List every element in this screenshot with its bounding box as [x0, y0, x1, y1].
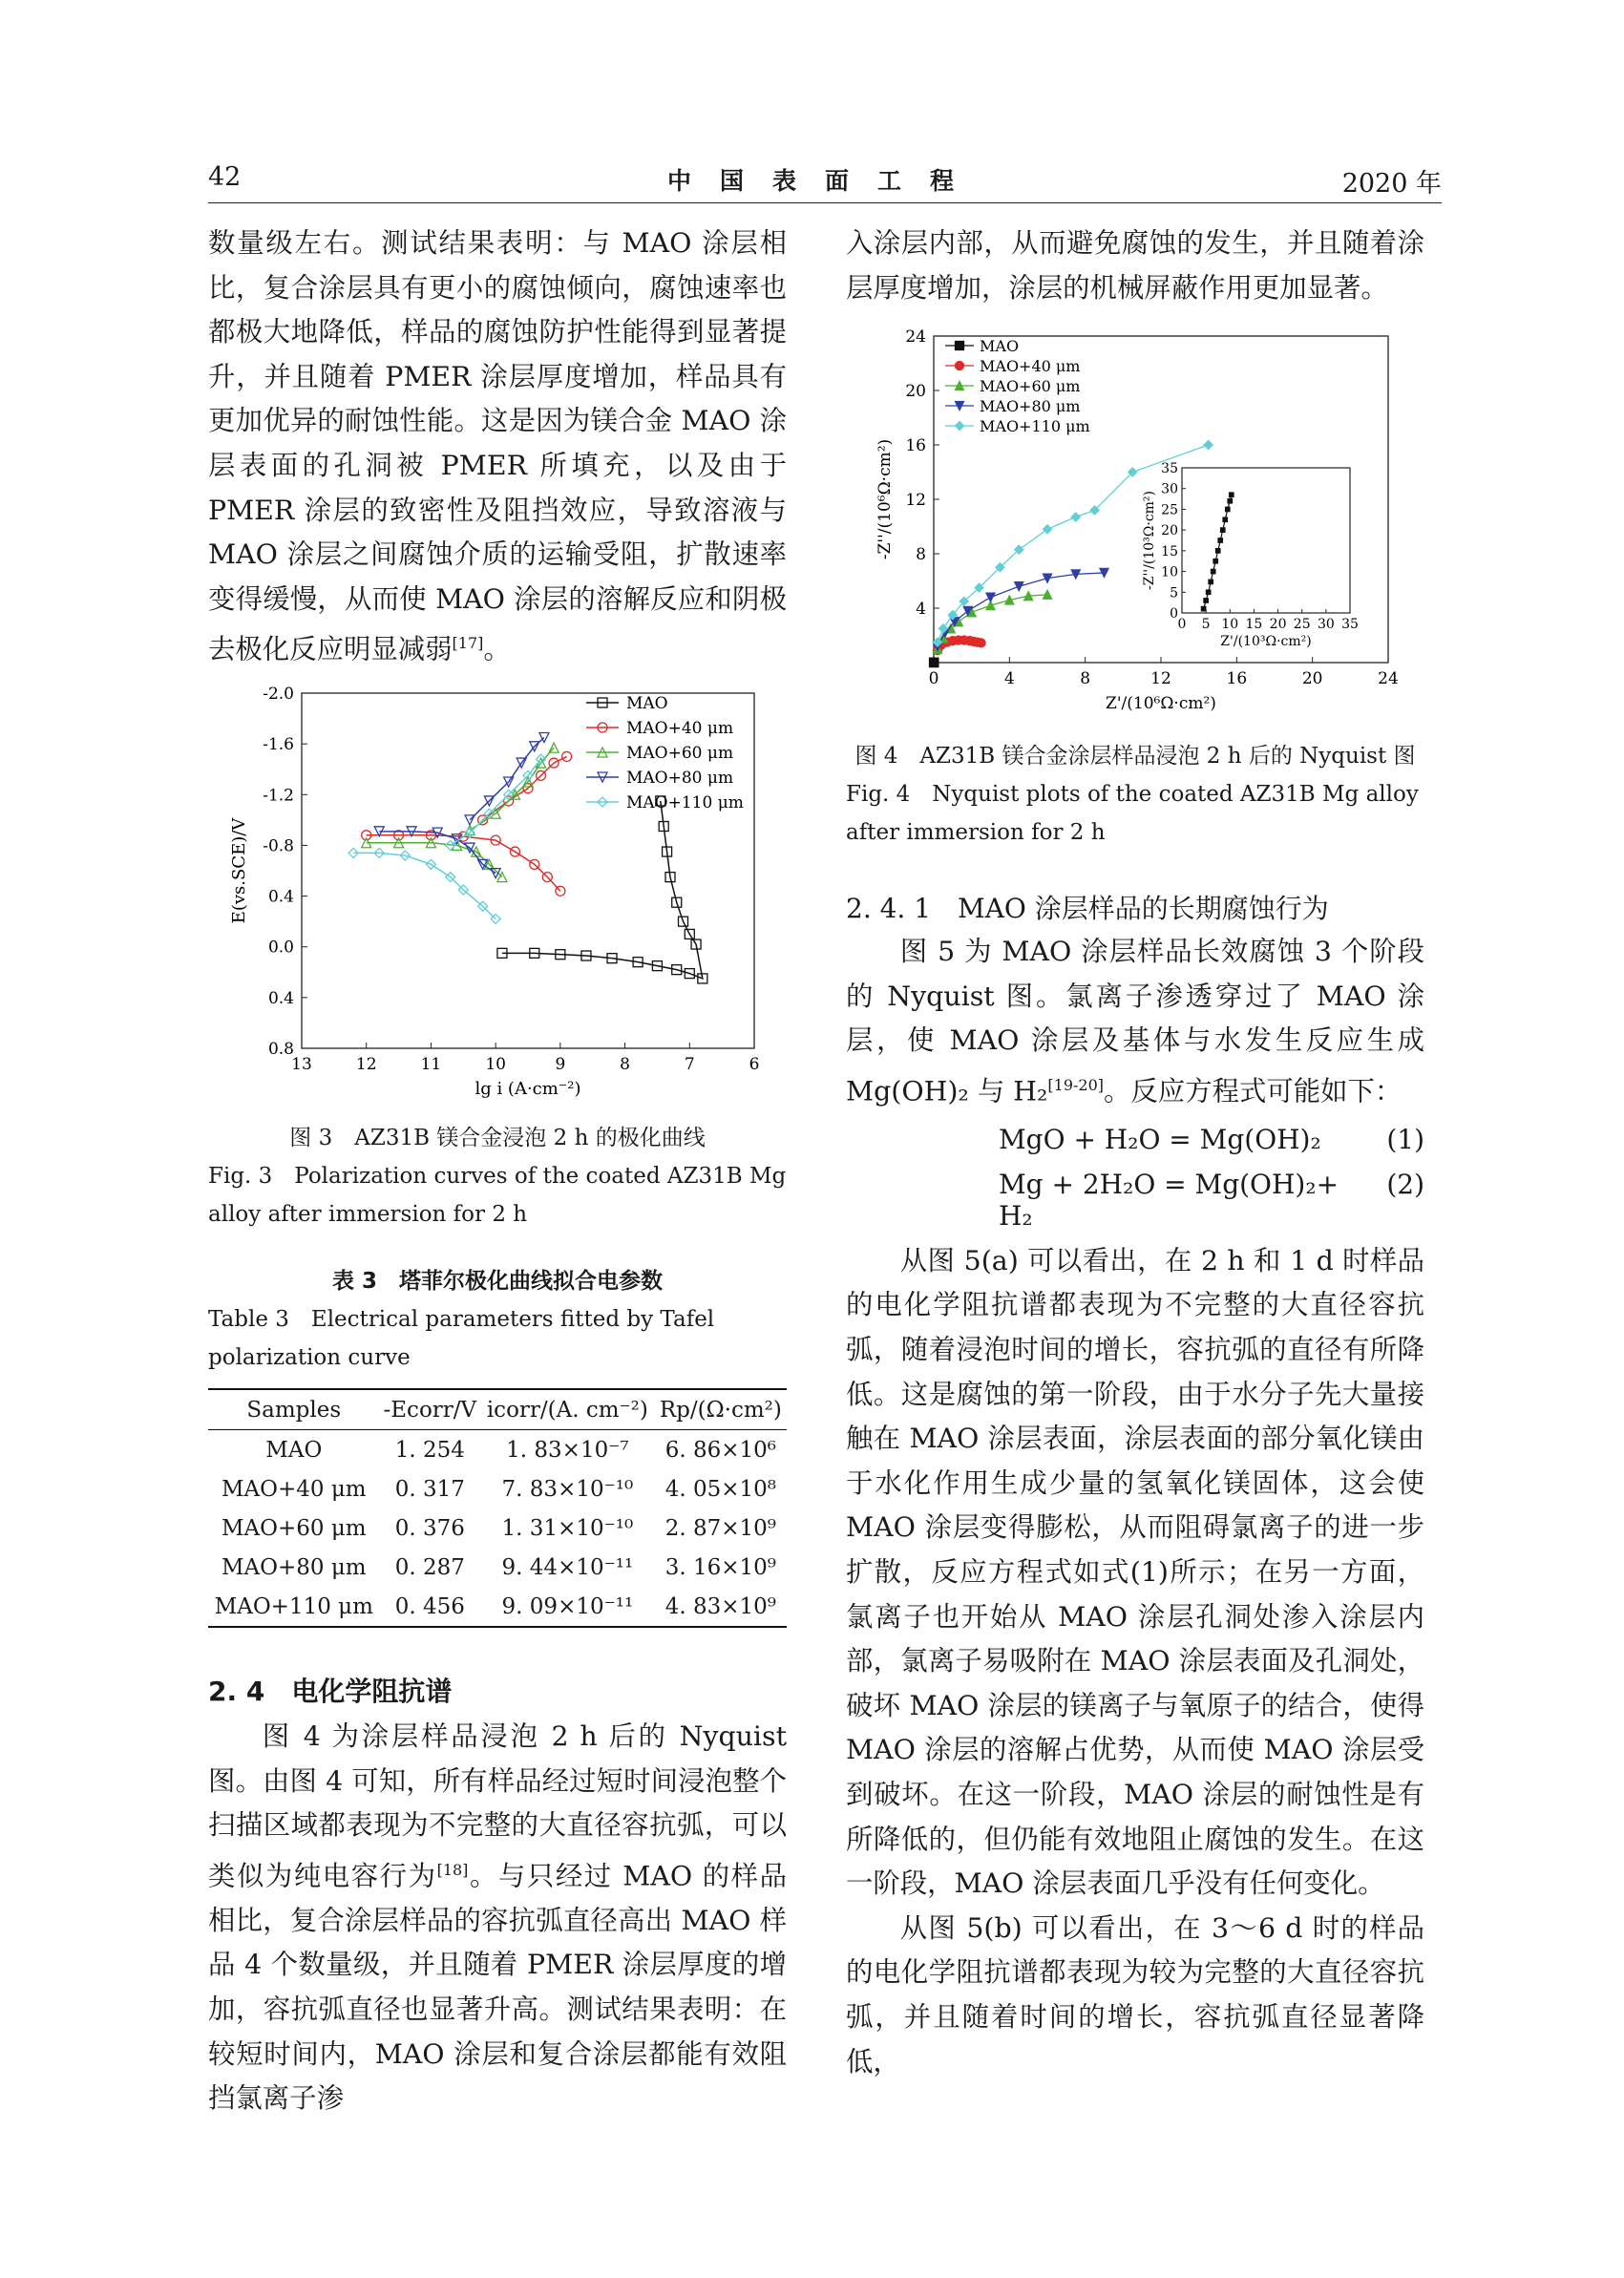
legend-label: MAO+80 μm: [980, 397, 1081, 415]
data-point: [556, 886, 565, 896]
legend-marker: [956, 422, 964, 431]
x-tick-label: 0: [928, 669, 939, 688]
subsection-title: 2. 4. 1 MAO 涂层样品的长期腐蚀行为: [846, 893, 1329, 924]
fig3-caption-cn: 图 3 AZ31B 镁合金浸泡 2 h 的极化曲线: [289, 1126, 706, 1150]
left-column: [208, 221, 787, 672]
inset-y-tick-label: 5: [1170, 585, 1178, 601]
series-line-0: [502, 801, 703, 979]
x-axis-label: Z'/(10⁶Ω·cm²): [1106, 694, 1216, 713]
citation-19-20: [19-20]: [1047, 1075, 1105, 1094]
left-paragraph-2: 图 4 为涂层样品浸泡 2 h 后的 Nyquist 图。由图 4 可知，所有样品经过短时间浸泡整个扫描区域都表现为不完整的大直径容抗弧，可以类似为纯电容行为[18]。与只经过 MAO 的样品相比，复合涂层样品的容抗弧直径高出 MAO 样品 4 个数量级，并且随着 PMER 涂层厚度的增加，容抗弧直径也显著升高。测试结果表明：在较短时间内，MAO 涂层和复合涂层都能有效阻挡氯离子渗: [208, 1720, 787, 2115]
x-tick-label: 12: [1150, 669, 1171, 688]
y-tick-label: 8: [916, 545, 926, 564]
inset-x-tick-label: 0: [1177, 617, 1187, 632]
x-axis-label: lg i (A·cm⁻²): [475, 1079, 581, 1099]
inset-x-tick-label: 15: [1245, 617, 1263, 632]
legend-label: MAO+110 μm: [626, 793, 744, 812]
journal-title: 中国表面工程: [666, 167, 982, 195]
right-paragraph-1: 入涂层内部，从而避免腐蚀的发生，并且随着涂层厚度增加，涂层的机械屏蔽作用更加显著。: [846, 227, 1424, 304]
table-cell: 0. 317: [394, 1476, 465, 1502]
data-point: [1015, 582, 1023, 591]
y-tick-label: -1.6: [263, 735, 294, 755]
x-tick-label: 12: [355, 1055, 377, 1074]
inset-data-point: [1209, 580, 1213, 583]
table-cell: 0. 287: [394, 1554, 465, 1580]
header-year: 2020 年: [1341, 169, 1442, 199]
fig4-chart: [846, 325, 1424, 726]
table-cell: 0. 456: [380, 1587, 480, 1627]
inset-data-point: [1211, 569, 1214, 573]
x-tick-label: 24: [1378, 669, 1399, 688]
table-cell: MAO+40 μm: [221, 1476, 367, 1502]
running-header: [208, 162, 1442, 200]
fig4-caption-block: [846, 737, 1424, 852]
legend-label: MAO+60 μm: [980, 377, 1081, 395]
y-axis-label: E(vs.SCE)/V: [229, 817, 249, 924]
inset-y-tick-label: 35: [1161, 461, 1178, 476]
fig3-chart: [208, 668, 787, 1107]
data-point: [977, 639, 985, 647]
data-point: [1204, 441, 1213, 450]
fig3-svg: [208, 668, 787, 1107]
table-cell: 7. 83×10⁻¹⁰: [501, 1476, 634, 1502]
y-tick-label: -1.2: [263, 786, 294, 806]
table-cell: MAO: [265, 1437, 323, 1463]
legend-marker: [956, 362, 964, 370]
table-row: [208, 1469, 787, 1508]
y-tick-label: 0.8: [267, 1040, 294, 1059]
table-cell: MAO+60 μm: [221, 1515, 367, 1541]
x-tick-label: 20: [1301, 669, 1323, 688]
equation-2: Mg + 2H₂O = Mg(OH)₂+ H₂ (2): [999, 1168, 1424, 1232]
x-tick-label: 16: [1226, 669, 1248, 688]
table-cell: 1. 83×10⁻⁷: [506, 1437, 629, 1463]
legend-label: MAO+40 μm: [980, 357, 1081, 375]
fig3-caption-en: Fig. 3 Polarization curves of the coated AZ31B Mg alloy after immersion for 2 h: [208, 1164, 787, 1227]
inset-data-point: [1216, 549, 1220, 553]
data-point: [930, 658, 939, 666]
inset-x-tick-label: 30: [1317, 617, 1335, 632]
section-title: 2. 4 电化学阻抗谱: [208, 1676, 453, 1707]
inset-data-point: [1223, 517, 1227, 521]
table-cell: 9. 44×10⁻¹¹: [501, 1554, 634, 1580]
table3-block: [208, 1262, 787, 1628]
table3-title-en: Table 3 Electrical parameters fitted by Tafel polarization curve: [208, 1307, 715, 1370]
inset-x-tick-label: 5: [1201, 617, 1211, 632]
y-tick-label: 4: [916, 600, 926, 619]
data-point: [1071, 513, 1080, 521]
data-point: [986, 593, 995, 601]
y-tick-label: 20: [905, 382, 926, 401]
x-tick-label: 8: [620, 1055, 630, 1074]
right-paragraph-3: 从图 5(a) 可以看出，在 2 h 和 1 d 时样品的电化学阻抗谱都表现为不完整的大直径容抗弧，随着浸泡时间的增长，容抗弧的直径有所降低。这是腐蚀的第一阶段，由于水分子先大量接触在 MAO 涂层表面，涂层表面的部分氧化镁由于水化作用生成少量的氢氧化镁固体，这会使 MAO 涂层变得膨松，从而阻碍氯离子的进一步扩散，反应方程式如式(1)所示；在另一方面，氯离子也开始从 MAO 涂层孔洞处渗入涂层内部，氯离子易吸附在 MAO 涂层表面及孔洞处，破坏 MAO 涂层的镁离子与氧原子的结合，使得 MAO 涂层的溶解占优势，从而使 MAO 涂层受到破坏。在这一阶段，MAO 涂层的耐蚀性是有所降低的，但仍能有效地阻止腐蚀的发生。在这一阶段，MAO 涂层表面几乎没有任何变化。: [846, 1244, 1424, 1900]
table-cell: 1. 254: [394, 1437, 465, 1463]
x-tick-label: 10: [485, 1055, 506, 1074]
inset-data-point: [1226, 507, 1230, 511]
table-cell: 1. 31×10⁻¹⁰: [501, 1515, 634, 1541]
header-rule: [208, 202, 1442, 203]
table-row: [208, 1430, 787, 1470]
legend-label: MAO+60 μm: [626, 744, 734, 763]
page-number: 42: [208, 162, 242, 192]
inset-data-point: [1228, 499, 1232, 503]
inset-data-point: [1201, 606, 1205, 610]
data-point: [1005, 596, 1014, 604]
inset-y-tick-label: 0: [1170, 606, 1178, 622]
inset-data-point: [1213, 559, 1217, 563]
x-tick-label: 4: [1003, 669, 1015, 688]
inset-y-tick-label: 25: [1161, 502, 1178, 518]
equation-1: MgO + H₂O = Mg(OH)₂ (1): [999, 1123, 1424, 1155]
table3-title-cn: 表 3 塔菲尔极化曲线拟合电参数: [331, 1269, 663, 1294]
table-cell: 2. 87×10⁹: [664, 1515, 776, 1541]
y-tick-label: -2.0: [263, 685, 294, 704]
inset-x-axis-label: Z'/(10³Ω·cm²): [1220, 634, 1312, 649]
table-row: [208, 1508, 787, 1548]
legend-label: MAO+40 μm: [626, 719, 734, 738]
inset-data-point: [1218, 538, 1222, 542]
table3: [208, 1388, 787, 1628]
table3-header-cell: icorr/(A. cm⁻²): [480, 1389, 655, 1430]
legend-label: MAO+80 μm: [626, 769, 734, 788]
legend-label: MAO: [626, 694, 668, 713]
inset-data-point: [1221, 528, 1225, 532]
fig4-svg: [846, 325, 1424, 726]
left-paragraph-1: 数量级左右。测试结果表明：与 MAO 涂层相比，复合涂层具有更小的腐蚀倾向，腐蚀速率也都极大地降低，样品的腐蚀防护性能得到显著提升，并且随着 PMER 涂层厚度增加，样品具有更加优异的耐蚀性能。这是因为镁合金 MAO 涂层表面的孔洞被 PMER 所填充，以及由于 PMER 涂层的致密性及阻挡效应，导致溶液与 MAO 涂层之间腐蚀介质的运输受阻，扩散速率变得缓慢，从而使 MAO 涂层的溶解反应和阴极去极化反应明显减弱[17]。: [208, 227, 787, 665]
section-2-4: [208, 1671, 787, 2121]
series-line-3: [470, 738, 544, 820]
table-cell: 9. 09×10⁻¹¹: [480, 1587, 655, 1627]
inset-x-tick-label: 20: [1269, 617, 1287, 632]
y-tick-label: 16: [905, 436, 926, 455]
right-column-top: [846, 221, 1424, 310]
table3-body: [208, 1430, 787, 1628]
inset-data-point: [1230, 493, 1234, 496]
inset-y-axis-label: -Z''/(10³Ω·cm²): [1142, 490, 1157, 591]
data-point: [1044, 525, 1052, 534]
table-cell: 3. 16×10⁹: [664, 1554, 776, 1580]
fig4-caption-cn: 图 4 AZ31B 镁合金涂层样品浸泡 2 h 后的 Nyquist 图: [854, 744, 1416, 769]
x-tick-label: 13: [291, 1055, 312, 1074]
inset-x-tick-label: 35: [1341, 617, 1359, 632]
fig3-caption-block: [208, 1119, 787, 1234]
x-tick-label: 6: [749, 1055, 760, 1074]
inset-y-tick-label: 30: [1161, 481, 1178, 497]
table-cell: 4. 83×10⁹: [655, 1587, 787, 1627]
y-tick-label: -0.8: [263, 836, 294, 856]
x-tick-label: 9: [555, 1055, 566, 1074]
x-tick-label: 8: [1080, 669, 1091, 688]
fig4-caption-en: Fig. 4 Nyquist plots of the coated AZ31B Mg alloy after immersion for 2 h: [846, 782, 1419, 845]
y-tick-label: 0.0: [267, 938, 294, 958]
table-cell: MAO+110 μm: [208, 1587, 380, 1627]
table-row: [208, 1587, 787, 1627]
table-cell: 4. 05×10⁸: [664, 1476, 776, 1502]
table3-header-cell: Samples: [208, 1389, 380, 1430]
inset-x-tick-label: 25: [1293, 617, 1311, 632]
table-cell: 6. 86×10⁶: [664, 1437, 776, 1463]
legend-label: MAO: [980, 337, 1020, 355]
table-cell: MAO+80 μm: [221, 1554, 367, 1580]
table3-header-cell: Rp/(Ω·cm²): [655, 1389, 787, 1430]
y-tick-label: 12: [905, 491, 926, 510]
inset-data-point: [1204, 599, 1208, 602]
y-tick-label: 24: [905, 327, 926, 347]
inset-x-tick-label: 10: [1221, 617, 1239, 632]
legend-label: MAO+110 μm: [980, 417, 1090, 435]
table-row: [208, 1548, 787, 1587]
table-cell: 0. 376: [394, 1515, 465, 1541]
series-line-4: [353, 853, 496, 918]
y-tick-label: 0.4: [267, 988, 294, 1008]
inset-data-point: [1206, 590, 1210, 594]
inset-y-tick-label: 10: [1161, 564, 1178, 580]
table3-header-cell: -Ecorr/V: [380, 1389, 480, 1430]
inset-y-tick-label: 20: [1161, 523, 1178, 539]
right-column-body: [846, 888, 1424, 2084]
table3-header-row: [208, 1389, 787, 1430]
x-tick-label: 11: [420, 1055, 442, 1074]
y-tick-label: 0.4: [267, 887, 294, 907]
citation-17: [17]: [452, 634, 484, 653]
x-tick-label: 7: [684, 1055, 695, 1074]
legend-marker: [956, 342, 964, 350]
right-paragraph-2: 图 5 为 MAO 涂层样品长效腐蚀 3 个阶段的 Nyquist 图。氯离子渗透穿过了 MAO 涂层，使 MAO 涂层及基体与水发生反应生成 Mg(OH)₂ 与 H₂[19-20]。反应方程式可能如下：: [846, 936, 1424, 1107]
inset-y-tick-label: 15: [1161, 543, 1178, 559]
right-paragraph-4: 从图 5(b) 可以看出，在 3～6 d 时的样品的电化学阻抗谱都表现为较为完整的大直径容抗弧，并且随着时间的增长，容抗弧直径显著降低，: [846, 1911, 1424, 2078]
citation-18: [18]: [436, 1860, 469, 1879]
y-axis-label: -Z''/(10⁶Ω·cm²): [875, 438, 895, 560]
